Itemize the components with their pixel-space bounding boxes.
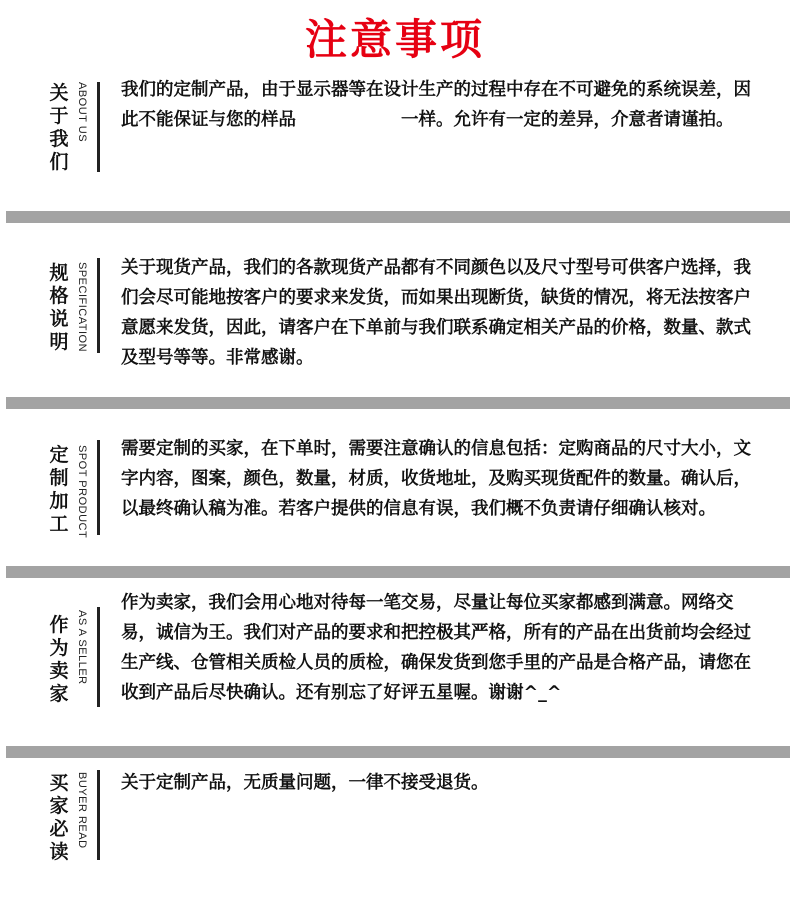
title-char: 格: [49, 285, 69, 307]
title-char: 明: [49, 331, 69, 353]
title-char: 必: [49, 818, 69, 840]
title-char: 工: [49, 513, 69, 535]
section-separator: [6, 746, 790, 758]
section-separator: [6, 397, 790, 409]
title-char: 家: [49, 683, 69, 705]
title-char: 制: [49, 467, 69, 489]
section-divider-bar: [97, 258, 100, 353]
section-separator: [6, 566, 790, 578]
section-title-as-a-seller: [45, 614, 73, 706]
title-char: 加: [49, 490, 69, 512]
page-title: 注意事项: [304, 15, 485, 64]
section-divider-bar: [97, 440, 100, 535]
title-char: 们: [49, 151, 69, 173]
title-char: 说: [49, 308, 69, 330]
section-subtitle-as-a-seller: AS A SELLER: [76, 610, 88, 685]
section-title-specification: [45, 262, 73, 354]
title-char: 读: [49, 841, 69, 863]
title-char: 于: [49, 105, 69, 127]
section-divider-bar: [97, 82, 100, 172]
title-char: 卖: [49, 660, 69, 682]
title-char: 定: [49, 444, 69, 466]
section-divider-bar: [97, 770, 100, 860]
section-text-spot-product: 需要定制的买家，在下单时，需要注意确认的信息包括：定购商品的尺寸大小，文字内容，图案，颜色，数量，材质，收货地址，及购买现货配件的数量。确认后，以最终确认稿为准。若客户提供的信息有误，我们概不负责请仔细确认核对。: [121, 439, 751, 519]
section-subtitle-spot-product: SPOT PRODUCT: [76, 445, 88, 539]
section-subtitle-buyer-read: BUYER READ: [76, 772, 88, 849]
title-char: 作: [49, 614, 69, 636]
title-char: 规: [49, 262, 69, 284]
title-char: 为: [49, 637, 69, 659]
section-title-buyer-read: [45, 772, 73, 864]
section-text-specification: 关于现货产品，我们的各款现货产品都有不同颜色以及尺寸型号可供客户选择，我们会尽可能地按客户的要求来发货，而如果出现断货，缺货的情况，将无法按客户意愿来发货，因此，请客户在下单前与我们联系确定相关产品的价格，数量、款式及型号等等。非常感谢。: [121, 258, 751, 368]
section-subtitle-about-us: ABOUT US: [76, 82, 88, 143]
section-separator: [6, 211, 790, 223]
section-divider-bar: [97, 607, 100, 707]
section-title-spot-product: [45, 444, 73, 536]
title-char: 家: [49, 795, 69, 817]
title-char: 我: [49, 128, 69, 150]
section-text-buyer-read: 关于定制产品，无质量问题，一律不接受退货。: [121, 773, 489, 793]
section-text-about-us: 我们的定制产品，由于显示器等在设计生产的过程中存在不可避免的系统误差，因此不能保证与您的样品 一样。允许有一定的差异，介意者请谨拍。: [121, 80, 751, 130]
section-text-as-a-seller: 作为卖家，我们会用心地对待每一笔交易，尽量让每位买家都感到满意。网络交易，诚信为王。我们对产品的要求和把控极其严格，所有的产品在出货前均会经过生产线、仓管相关质检人员的质检，确保发货到您手里的产品是合格产品，请您在收到产品后尽快确认。还有别忘了好评五星喔。谢谢^_^: [121, 593, 751, 703]
section-title-about-us: [45, 82, 73, 174]
section-subtitle-specification: SPECIFICATION: [76, 262, 88, 353]
title-char: 关: [49, 82, 69, 104]
title-char: 买: [49, 772, 69, 794]
